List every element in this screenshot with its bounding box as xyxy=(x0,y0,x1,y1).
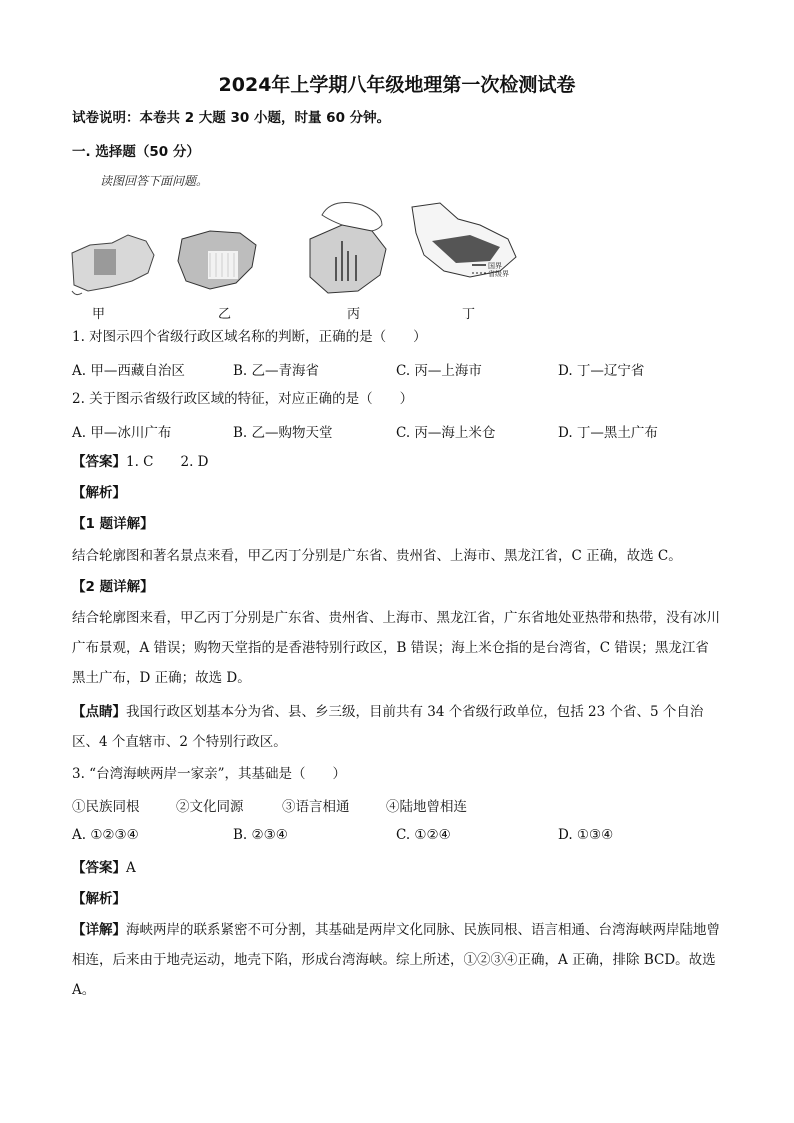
detail-3-text: 海峡两岸的联系紧密不可分割，其基础是两岸文化同脉、民族同根、语言相通、台湾海峡两岸陆地曾相连，后来由于地壳运动，地壳下陷，形成台湾海峡。综上所述，①②③④正确，A 正确，排除 BCD。故选 A。 xyxy=(72,922,720,998)
map-label-jia: 甲 xyxy=(92,307,106,322)
exam-instructions: 试卷说明：本卷共 2 大题 30 小题，时量 60 分钟。 xyxy=(72,110,391,126)
answer-12 xyxy=(72,452,209,472)
legend-national: 国界 xyxy=(488,262,502,270)
q2-option-b: B. 乙—购物天堂 xyxy=(233,425,333,441)
map-ding xyxy=(412,203,516,278)
detail-3-tag: 【详解】 xyxy=(72,922,126,938)
question-1-stem: 1. 对图示四个省级行政区域名称的判断，正确的是（ ） xyxy=(72,329,427,345)
q1-option-b: B. 乙—青海省 xyxy=(233,363,320,379)
q3-item-1: ①民族同根 xyxy=(72,799,140,815)
q2-option-d: D. 丁—黑土广布 xyxy=(558,425,658,441)
q3-option-c: C. ①②④ xyxy=(396,827,451,843)
q1-option-a: A. 甲—西藏自治区 xyxy=(72,363,185,379)
analysis-tag: 【解析】 xyxy=(72,485,126,501)
q1-option-c: C. 丙—上海市 xyxy=(396,363,482,379)
q1-option-d: D. 丁—辽宁省 xyxy=(558,363,645,379)
note-text: 我国行政区划基本分为省、县、乡三级，目前共有 34 个省级行政单位，包括 23 个省、5 个自治区、4 个直辖市、2 个特别行政区。 xyxy=(72,704,704,750)
map-label-yi: 乙 xyxy=(218,307,232,322)
page-title: 2024年上学期八年级地理第一次检测试卷 xyxy=(218,74,576,96)
q3-item-3: ③语言相通 xyxy=(282,799,350,815)
answer-3-text: A xyxy=(126,860,136,876)
detail-2-text: 结合轮廓图来看，甲乙丙丁分别是广东省、贵州省、上海市、黑龙江省，广东省地处亚热带和热带，没有冰川广布景观，A 错误；购物天堂指的是香港特别行政区，B 错误；海上米仓指的是台湾省，C 错误；黑龙江省黑土广布，D 正确；故选 D。 xyxy=(72,610,720,686)
analysis-3-tag: 【解析】 xyxy=(72,891,126,907)
map-jia xyxy=(72,235,154,295)
answer-3-tag: 【答案】 xyxy=(72,860,126,876)
map-label-bing: 丙 xyxy=(347,307,361,322)
q2-option-c: C. 丙—海上米仓 xyxy=(396,425,496,441)
answer-tag: 【答案】 xyxy=(72,454,126,470)
map-bing xyxy=(310,203,386,293)
note-tag: 【点睛】 xyxy=(72,704,126,720)
detail-3-paragraph xyxy=(72,915,722,1005)
note-paragraph xyxy=(72,697,722,757)
answer-3 xyxy=(72,858,136,878)
question-3-stem: 3. “台湾海峡两岸一家亲”，其基础是（ ） xyxy=(72,766,346,782)
map-label-ding: 丁 xyxy=(462,307,476,322)
province-figure xyxy=(60,195,540,300)
q3-option-d: D. ①③④ xyxy=(558,827,614,843)
read-prompt: 读图回答下面问题。 xyxy=(100,174,209,188)
q3-item-2: ②文化同源 xyxy=(176,799,244,815)
detail-2-tag: 【2 题详解】 xyxy=(72,579,154,595)
detail-1-text: 结合轮廓图和著名景点来看，甲乙丙丁分别是广东省、贵州省、上海市、黑龙江省，C 正确，故选 C。 xyxy=(72,548,682,564)
legend-provincial: 省级界 xyxy=(488,270,509,278)
q3-option-a: A. ①②③④ xyxy=(72,827,139,843)
section-heading: 一. 选择题（50 分） xyxy=(72,144,200,160)
question-2-stem: 2. 关于图示省级行政区域的特征，对应正确的是（ ） xyxy=(72,391,414,407)
answer-text: 1. C 2. D xyxy=(126,454,209,470)
q2-option-a: A. 甲—冰川广布 xyxy=(72,425,172,441)
q3-option-b: B. ②③④ xyxy=(233,827,288,843)
map-yi xyxy=(178,231,256,289)
q3-item-4: ④陆地曾相连 xyxy=(386,799,467,815)
detail-1-tag: 【1 题详解】 xyxy=(72,516,154,532)
